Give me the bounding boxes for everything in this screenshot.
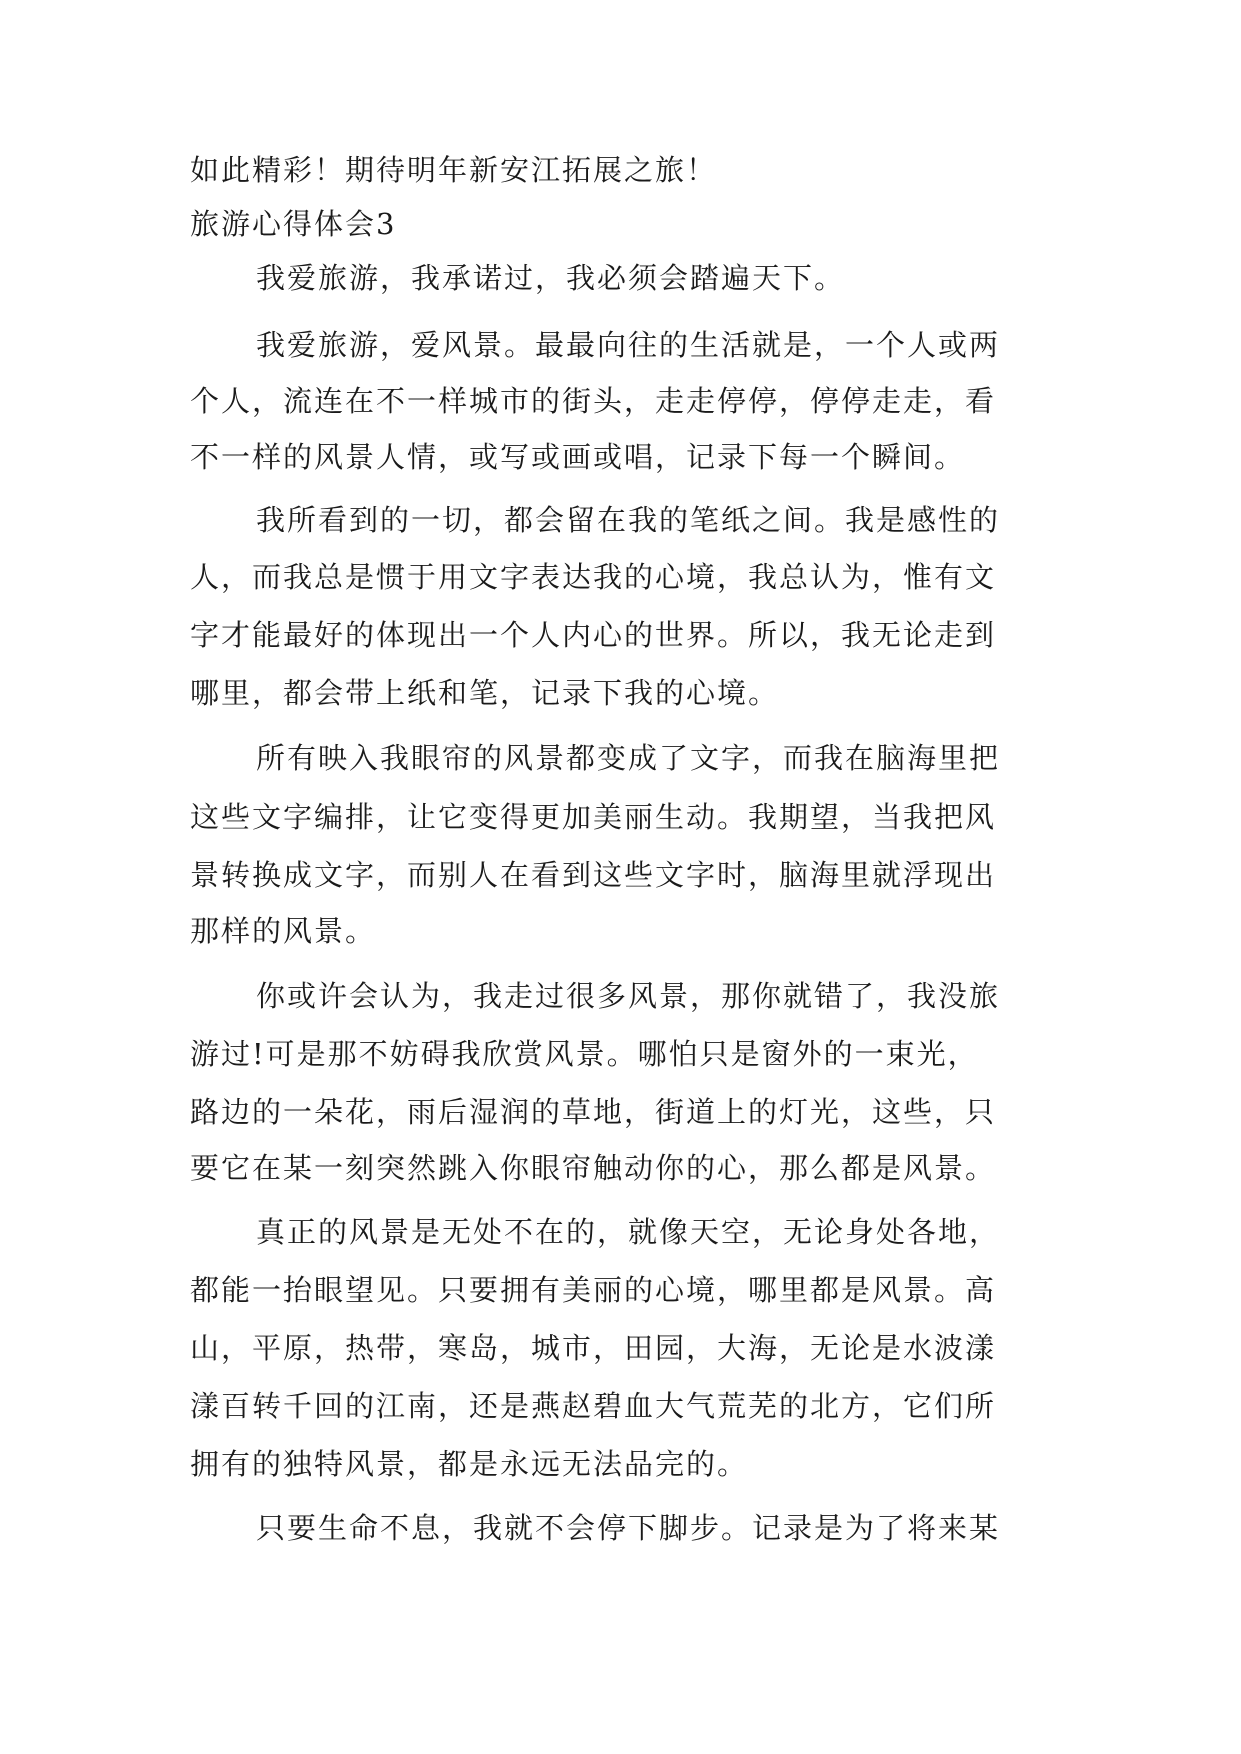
text-line: 这些文字编排，让它变得更加美丽生动。我期望，当我把风	[190, 800, 997, 834]
text-line: 人，而我总是惯于用文字表达我的心境，我总认为，惟有文	[190, 560, 997, 594]
text-line: 山，平原，热带，寒岛，城市，田园，大海，无论是水波漾	[190, 1331, 997, 1365]
section-heading: 旅游心得体会3	[190, 207, 397, 241]
text-line: 那样的风景。	[190, 914, 377, 948]
text-line: 不一样的风景人情，或写或画或唱，记录下每一个瞬间。	[190, 440, 966, 474]
text-line: 景转换成文字，而别人在看到这些文字时，脑海里就浮现出	[190, 858, 997, 892]
paragraph-first-line: 真正的风景是无处不在的，就像天空，无论身处各地，	[256, 1215, 1001, 1249]
paragraph-first-line: 你或许会认为，我走过很多风景，那你就错了，我没旅	[256, 979, 1001, 1013]
paragraph-first-line: 所有映入我眼帘的风景都变成了文字，而我在脑海里把	[256, 741, 1001, 775]
text-line: 都能一抬眼望见。只要拥有美丽的心境，哪里都是风景。高	[190, 1273, 997, 1307]
text-line: 路边的一朵花，雨后湿润的草地，街道上的灯光，这些，只	[190, 1095, 997, 1129]
text-line: 游过!可是那不妨碍我欣赏风景。哪怕只是窗外的一束光，	[190, 1037, 979, 1071]
text-line: 如此精彩！期待明年新安江拓展之旅！	[190, 153, 718, 187]
text-line: 哪里，都会带上纸和笔，记录下我的心境。	[190, 676, 780, 710]
text-line: 拥有的独特风景，都是永远无法品完的。	[190, 1447, 749, 1481]
paragraph-first-line: 我爱旅游，爱风景。最最向往的生活就是，一个人或两	[256, 328, 1001, 362]
text-line: 个人，流连在不一样城市的街头，走走停停，停停走走，看	[190, 384, 997, 418]
paragraph-first-line: 我爱旅游，我承诺过，我必须会踏遍天下。	[256, 261, 846, 295]
paragraph-first-line: 只要生命不息，我就不会停下脚步。记录是为了将来某	[256, 1511, 1001, 1545]
text-line: 字才能最好的体现出一个人内心的世界。所以，我无论走到	[190, 618, 997, 652]
paragraph-first-line: 我所看到的一切，都会留在我的笔纸之间。我是感性的	[256, 503, 1001, 537]
text-line: 漾百转千回的江南，还是燕赵碧血大气荒芜的北方，它们所	[190, 1389, 997, 1423]
text-line: 要它在某一刻突然跳入你眼帘触动你的心，那么都是风景。	[190, 1151, 997, 1185]
